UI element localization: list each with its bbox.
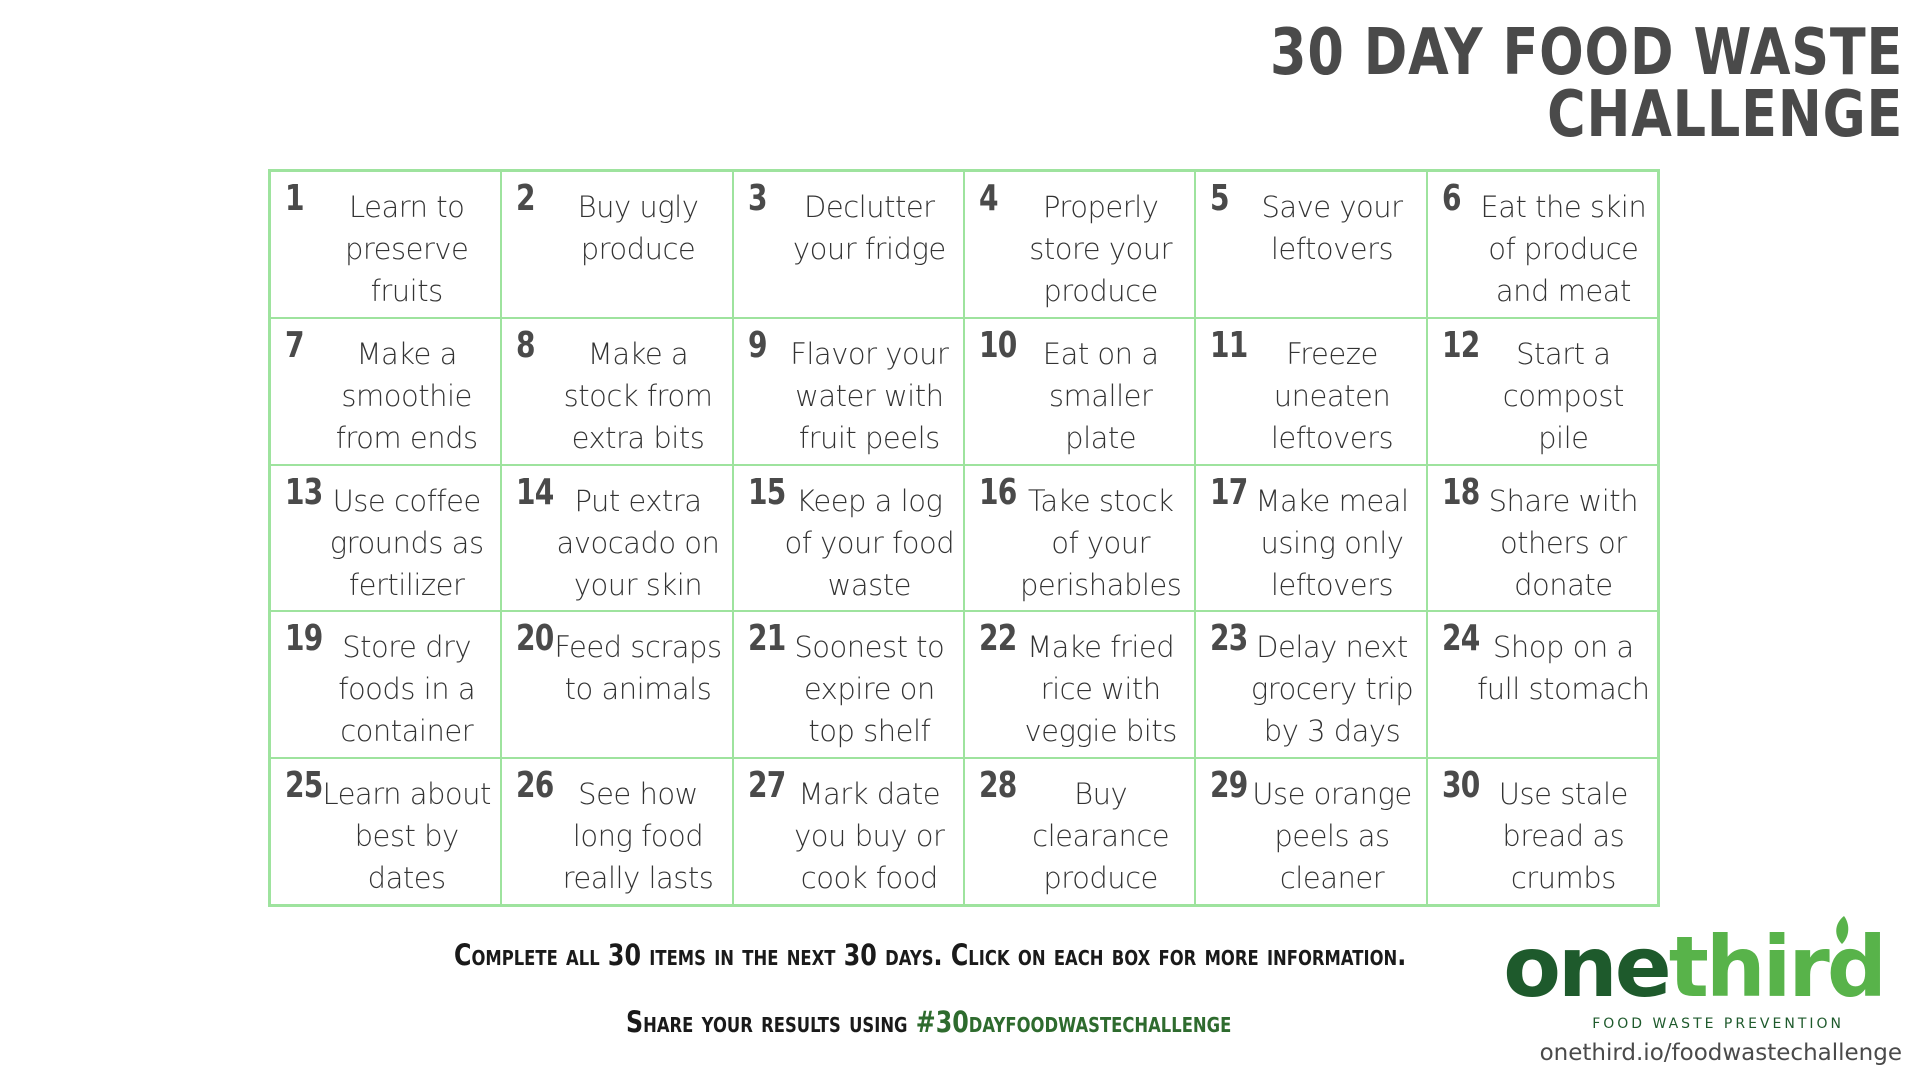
challenge-cell-9[interactable] xyxy=(733,318,964,465)
cell-task-text: Save your leftovers xyxy=(1261,190,1403,266)
cell-number: 12 xyxy=(1441,324,1480,366)
cell-task-text: Buy clearance produce xyxy=(1032,777,1170,896)
logo-one: one xyxy=(1503,918,1669,1016)
challenge-cell-1[interactable] xyxy=(270,171,501,318)
challenge-cell-2[interactable] xyxy=(501,171,732,318)
challenge-cell-8[interactable] xyxy=(501,318,732,465)
challenge-cell-22[interactable] xyxy=(964,611,1195,758)
challenge-cell-25[interactable] xyxy=(270,758,501,905)
cell-number: 16 xyxy=(978,471,1017,513)
cell-number: 24 xyxy=(1441,618,1480,660)
challenge-cell-27[interactable] xyxy=(733,758,964,905)
challenge-cell-7[interactable] xyxy=(270,318,501,465)
cell-task-text: Store dry foods in a container xyxy=(338,630,476,749)
onethird-logo xyxy=(1503,918,1906,1082)
cell-task-text: Feed scraps to animals xyxy=(554,630,722,707)
cell-number: 2 xyxy=(516,178,536,219)
cell-number: 11 xyxy=(1210,324,1248,366)
cell-task-text: Take stock of your perishables xyxy=(1019,483,1182,602)
cell-task-text: Start a compost pile xyxy=(1502,336,1624,455)
cell-task-text: Flavor your water with fruit peels xyxy=(790,336,949,455)
cell-number: 13 xyxy=(285,471,323,513)
cell-number: 8 xyxy=(516,324,536,366)
logo-tagline: FOOD WASTE PREVENTION xyxy=(1592,1016,1844,1032)
cell-number: 15 xyxy=(747,471,786,513)
challenge-url-link[interactable]: onethird.io/foodwastechallenge xyxy=(1539,1040,1902,1066)
challenge-cell-20[interactable] xyxy=(501,611,732,758)
challenge-cell-24[interactable] xyxy=(1427,611,1658,758)
cell-number: 4 xyxy=(978,178,998,219)
title-line-2: CHALLENGE xyxy=(1546,78,1903,152)
cell-task-text: Shop on a full stomach xyxy=(1477,630,1650,707)
cell-number: 29 xyxy=(1210,765,1248,807)
challenge-cell-10[interactable] xyxy=(964,318,1195,465)
cell-number: 14 xyxy=(516,471,554,513)
challenge-cell-11[interactable] xyxy=(1195,318,1426,465)
instructions-line: Complete all 30 items in the next 30 days. Click on each box for more information. xyxy=(454,938,1407,972)
cell-task-text: Properly store your produce xyxy=(1029,190,1173,308)
cell-task-text: Make a smoothie from ends xyxy=(335,336,478,455)
challenge-cell-21[interactable] xyxy=(733,611,964,758)
share-line xyxy=(626,1005,1462,1039)
cell-task-text: Keep a log of your food waste xyxy=(784,483,955,602)
cell-task-text: Use coffee grounds as fertilizer xyxy=(329,483,484,602)
cell-task-text: Eat the skin of produce and meat xyxy=(1480,190,1647,308)
cell-number: 1 xyxy=(285,178,304,219)
cell-number: 28 xyxy=(978,765,1017,807)
cell-number: 5 xyxy=(1210,178,1230,219)
cell-number: 25 xyxy=(285,765,323,807)
challenge-cell-13[interactable] xyxy=(270,465,501,612)
cell-task-text: Learn to preserve fruits xyxy=(344,190,469,308)
cell-number: 9 xyxy=(747,324,767,366)
challenge-cell-12[interactable] xyxy=(1427,318,1658,465)
cell-task-text: Learn about best by dates xyxy=(322,777,491,896)
cell-task-text: Make a stock from extra bits xyxy=(563,336,713,455)
challenge-cell-14[interactable] xyxy=(501,465,732,612)
cell-number: 23 xyxy=(1210,618,1248,660)
challenge-cell-30[interactable] xyxy=(1427,758,1658,905)
challenge-cell-5[interactable] xyxy=(1195,171,1426,318)
challenge-cell-19[interactable] xyxy=(270,611,501,758)
cell-number: 17 xyxy=(1210,471,1248,513)
cell-task-text: Use stale bread as crumbs xyxy=(1498,777,1628,896)
page-title xyxy=(1269,16,1903,152)
title-line-1: 30 DAY FOOD WASTE xyxy=(1269,16,1903,90)
challenge-cell-4[interactable] xyxy=(964,171,1195,318)
logo-third: third xyxy=(1668,918,1884,1016)
cell-number: 26 xyxy=(516,765,554,807)
cell-task-text: Freeze uneaten leftovers xyxy=(1270,336,1394,455)
cell-task-text: Put extra avocado on your skin xyxy=(556,483,720,602)
cell-number: 21 xyxy=(747,618,786,660)
cell-task-text: Use orange peels as cleaner xyxy=(1252,777,1412,896)
cell-number: 22 xyxy=(978,618,1017,660)
cell-task-text: Share with others or donate xyxy=(1488,483,1639,602)
challenge-grid xyxy=(268,169,1660,907)
challenge-cell-16[interactable] xyxy=(964,465,1195,612)
cell-number: 3 xyxy=(747,178,767,219)
challenge-cell-28[interactable] xyxy=(964,758,1195,905)
logo-wordmark xyxy=(1503,918,1884,1016)
hashtag: #30dayfoodwastechallenge xyxy=(915,1005,1232,1039)
challenge-cell-15[interactable] xyxy=(733,465,964,612)
challenge-cell-3[interactable] xyxy=(733,171,964,318)
cell-task-text: Eat on a smaller plate xyxy=(1042,336,1159,455)
share-prefix: Share your results using xyxy=(626,1005,916,1039)
cell-task-text: Mark date you buy or cook food xyxy=(794,777,945,896)
challenge-cell-23[interactable] xyxy=(1195,611,1426,758)
cell-number: 18 xyxy=(1441,471,1480,513)
cell-number: 6 xyxy=(1441,178,1461,219)
challenge-cell-17[interactable] xyxy=(1195,465,1426,612)
cell-task-text: Make meal using only leftovers xyxy=(1255,483,1409,602)
cell-number: 19 xyxy=(285,618,323,660)
cell-number: 10 xyxy=(978,324,1017,366)
cell-number: 7 xyxy=(285,324,304,366)
cell-task-text: Declutter your fridge xyxy=(792,190,946,266)
cell-task-text: Make fried rice with veggie bits xyxy=(1024,630,1177,749)
cell-number: 27 xyxy=(747,765,786,807)
challenge-cell-18[interactable] xyxy=(1427,465,1658,612)
cell-task-text: Soonest to expire on top shelf xyxy=(794,630,945,749)
cell-task-text: See how long food really lasts xyxy=(562,777,714,896)
challenge-cell-26[interactable] xyxy=(501,758,732,905)
cell-task-text: Delay next grocery trip by 3 days xyxy=(1250,630,1414,749)
challenge-cell-29[interactable] xyxy=(1195,758,1426,905)
cell-task-text: Buy ugly produce xyxy=(577,190,699,266)
cell-number: 30 xyxy=(1441,765,1480,807)
cell-number: 20 xyxy=(516,618,554,660)
challenge-cell-6[interactable] xyxy=(1427,171,1658,318)
